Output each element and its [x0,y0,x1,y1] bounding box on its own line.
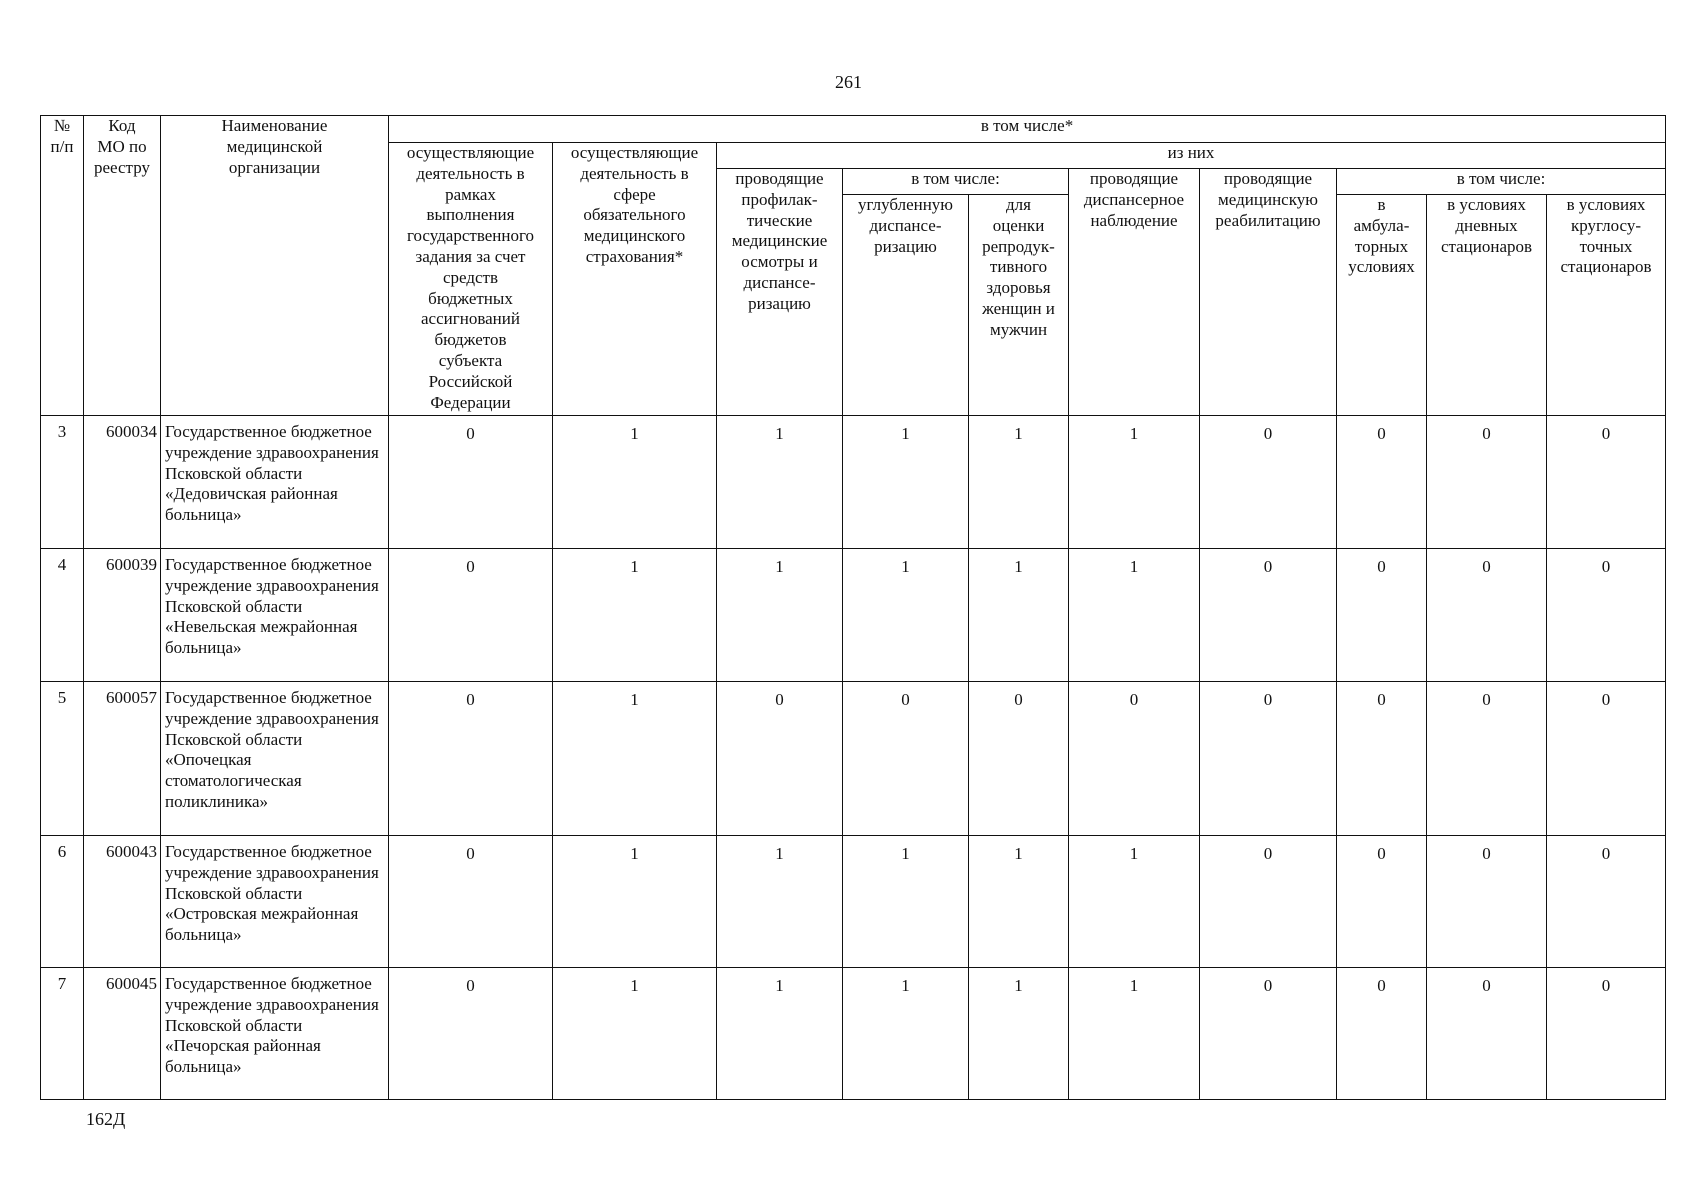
header-in-depth: углубленную диспансе- ризацию [843,195,969,416]
cell-round-clock: 0 [1547,968,1666,1100]
cell-in-depth: 1 [843,836,969,968]
cell-outpatient: 0 [1337,416,1427,549]
cell-dispensary: 1 [1069,968,1200,1100]
cell-dispensary: 1 [1069,836,1200,968]
header-round-clock: в условиях круглосу- точных стационаров [1547,195,1666,416]
header-day-hospital: в условиях дневных стационаров [1427,195,1547,416]
row-code: 600057 [84,682,161,836]
cell-outpatient: 0 [1337,968,1427,1100]
cell-prophylactic: 1 [717,416,843,549]
cell-round-clock: 0 [1547,416,1666,549]
cell-reproductive: 1 [969,836,1069,968]
header-row-1 [41,116,1666,143]
cell-dispensary: 1 [1069,416,1200,549]
row-num: 4 [41,549,84,682]
page-number: 261 [835,72,862,92]
header-of-them: из них [717,143,1666,169]
cell-dispensary: 1 [1069,549,1200,682]
row-name: Государственное бюджетное учреждение здравоохранения Псковской области «Островская межрайонная больница» [161,836,389,968]
header-outpatient: в амбула- торных условиях [1337,195,1427,416]
cell-outpatient: 0 [1337,836,1427,968]
header-prophylactic: проводящие профилак- тические медицинские осмотры и диспансе- ризацию [717,169,843,416]
cell-outpatient: 0 [1337,549,1427,682]
cell-state-task: 0 [389,549,553,682]
cell-in-depth: 0 [843,682,969,836]
cell-prophylactic: 1 [717,549,843,682]
cell-reproductive: 1 [969,549,1069,682]
row-code: 600045 [84,968,161,1100]
cell-day-hospital: 0 [1427,682,1547,836]
cell-in-depth: 1 [843,968,969,1100]
cell-reproductive: 1 [969,968,1069,1100]
row-num: 7 [41,968,84,1100]
cell-oms: 1 [553,682,717,836]
header-name: Наименование медицинской организации [161,116,389,416]
cell-oms: 1 [553,549,717,682]
header-code: Код МО по реестру [84,116,161,416]
medical-organizations-table [40,115,1666,1100]
cell-day-hospital: 0 [1427,968,1547,1100]
cell-reproductive: 1 [969,416,1069,549]
cell-round-clock: 0 [1547,836,1666,968]
header-oms: осуществляющие деятельность в сфере обязательного медицинского страхования* [553,143,717,416]
cell-reproductive: 0 [969,682,1069,836]
cell-outpatient: 0 [1337,682,1427,836]
cell-state-task: 0 [389,968,553,1100]
row-code: 600034 [84,416,161,549]
cell-round-clock: 0 [1547,682,1666,836]
header-dispensary: проводящие диспансерное наблюдение [1069,169,1200,416]
cell-round-clock: 0 [1547,549,1666,682]
header-reproductive: для оценки репродук- тивного здоровья женщин и мужчин [969,195,1069,416]
document-code: 162Д [86,1109,126,1129]
table-row [41,549,1666,682]
row-num: 3 [41,416,84,549]
cell-day-hospital: 0 [1427,416,1547,549]
header-including-3: в том числе: [1337,169,1666,195]
header-state-task: осуществляющие деятельность в рамках выполнения государственного задания за счет средств бюджетных ассигнований бюджетов субъекта Российской Федерации [389,143,553,416]
row-name: Государственное бюджетное учреждение здравоохранения Псковской области «Печорская районная больница» [161,968,389,1100]
cell-day-hospital: 0 [1427,549,1547,682]
header-num: № п/п [41,116,84,416]
cell-oms: 1 [553,968,717,1100]
cell-rehab: 0 [1200,968,1337,1100]
table-row [41,968,1666,1100]
header-including-2: в том числе: [843,169,1069,195]
cell-oms: 1 [553,416,717,549]
cell-rehab: 0 [1200,682,1337,836]
table-row [41,682,1666,836]
header-including: в том числе* [389,116,1666,143]
cell-rehab: 0 [1200,549,1337,682]
cell-oms: 1 [553,836,717,968]
cell-dispensary: 0 [1069,682,1200,836]
cell-prophylactic: 1 [717,968,843,1100]
row-name: Государственное бюджетное учреждение здравоохранения Псковской области «Невельская межрайонная больница» [161,549,389,682]
cell-day-hospital: 0 [1427,836,1547,968]
row-code: 600043 [84,836,161,968]
table-row [41,416,1666,549]
cell-in-depth: 1 [843,549,969,682]
row-num: 6 [41,836,84,968]
row-name: Государственное бюджетное учреждение здравоохранения Псковской области «Опочецкая стоматологическая поликлиника» [161,682,389,836]
cell-rehab: 0 [1200,416,1337,549]
cell-state-task: 0 [389,682,553,836]
cell-in-depth: 1 [843,416,969,549]
row-code: 600039 [84,549,161,682]
row-name: Государственное бюджетное учреждение здравоохранения Псковской области «Дедовичская районная больница» [161,416,389,549]
header-rehab: проводящие медицинскую реабилитацию [1200,169,1337,416]
row-num: 5 [41,682,84,836]
cell-prophylactic: 0 [717,682,843,836]
cell-prophylactic: 1 [717,836,843,968]
cell-state-task: 0 [389,836,553,968]
cell-state-task: 0 [389,416,553,549]
cell-rehab: 0 [1200,836,1337,968]
table-row [41,836,1666,968]
